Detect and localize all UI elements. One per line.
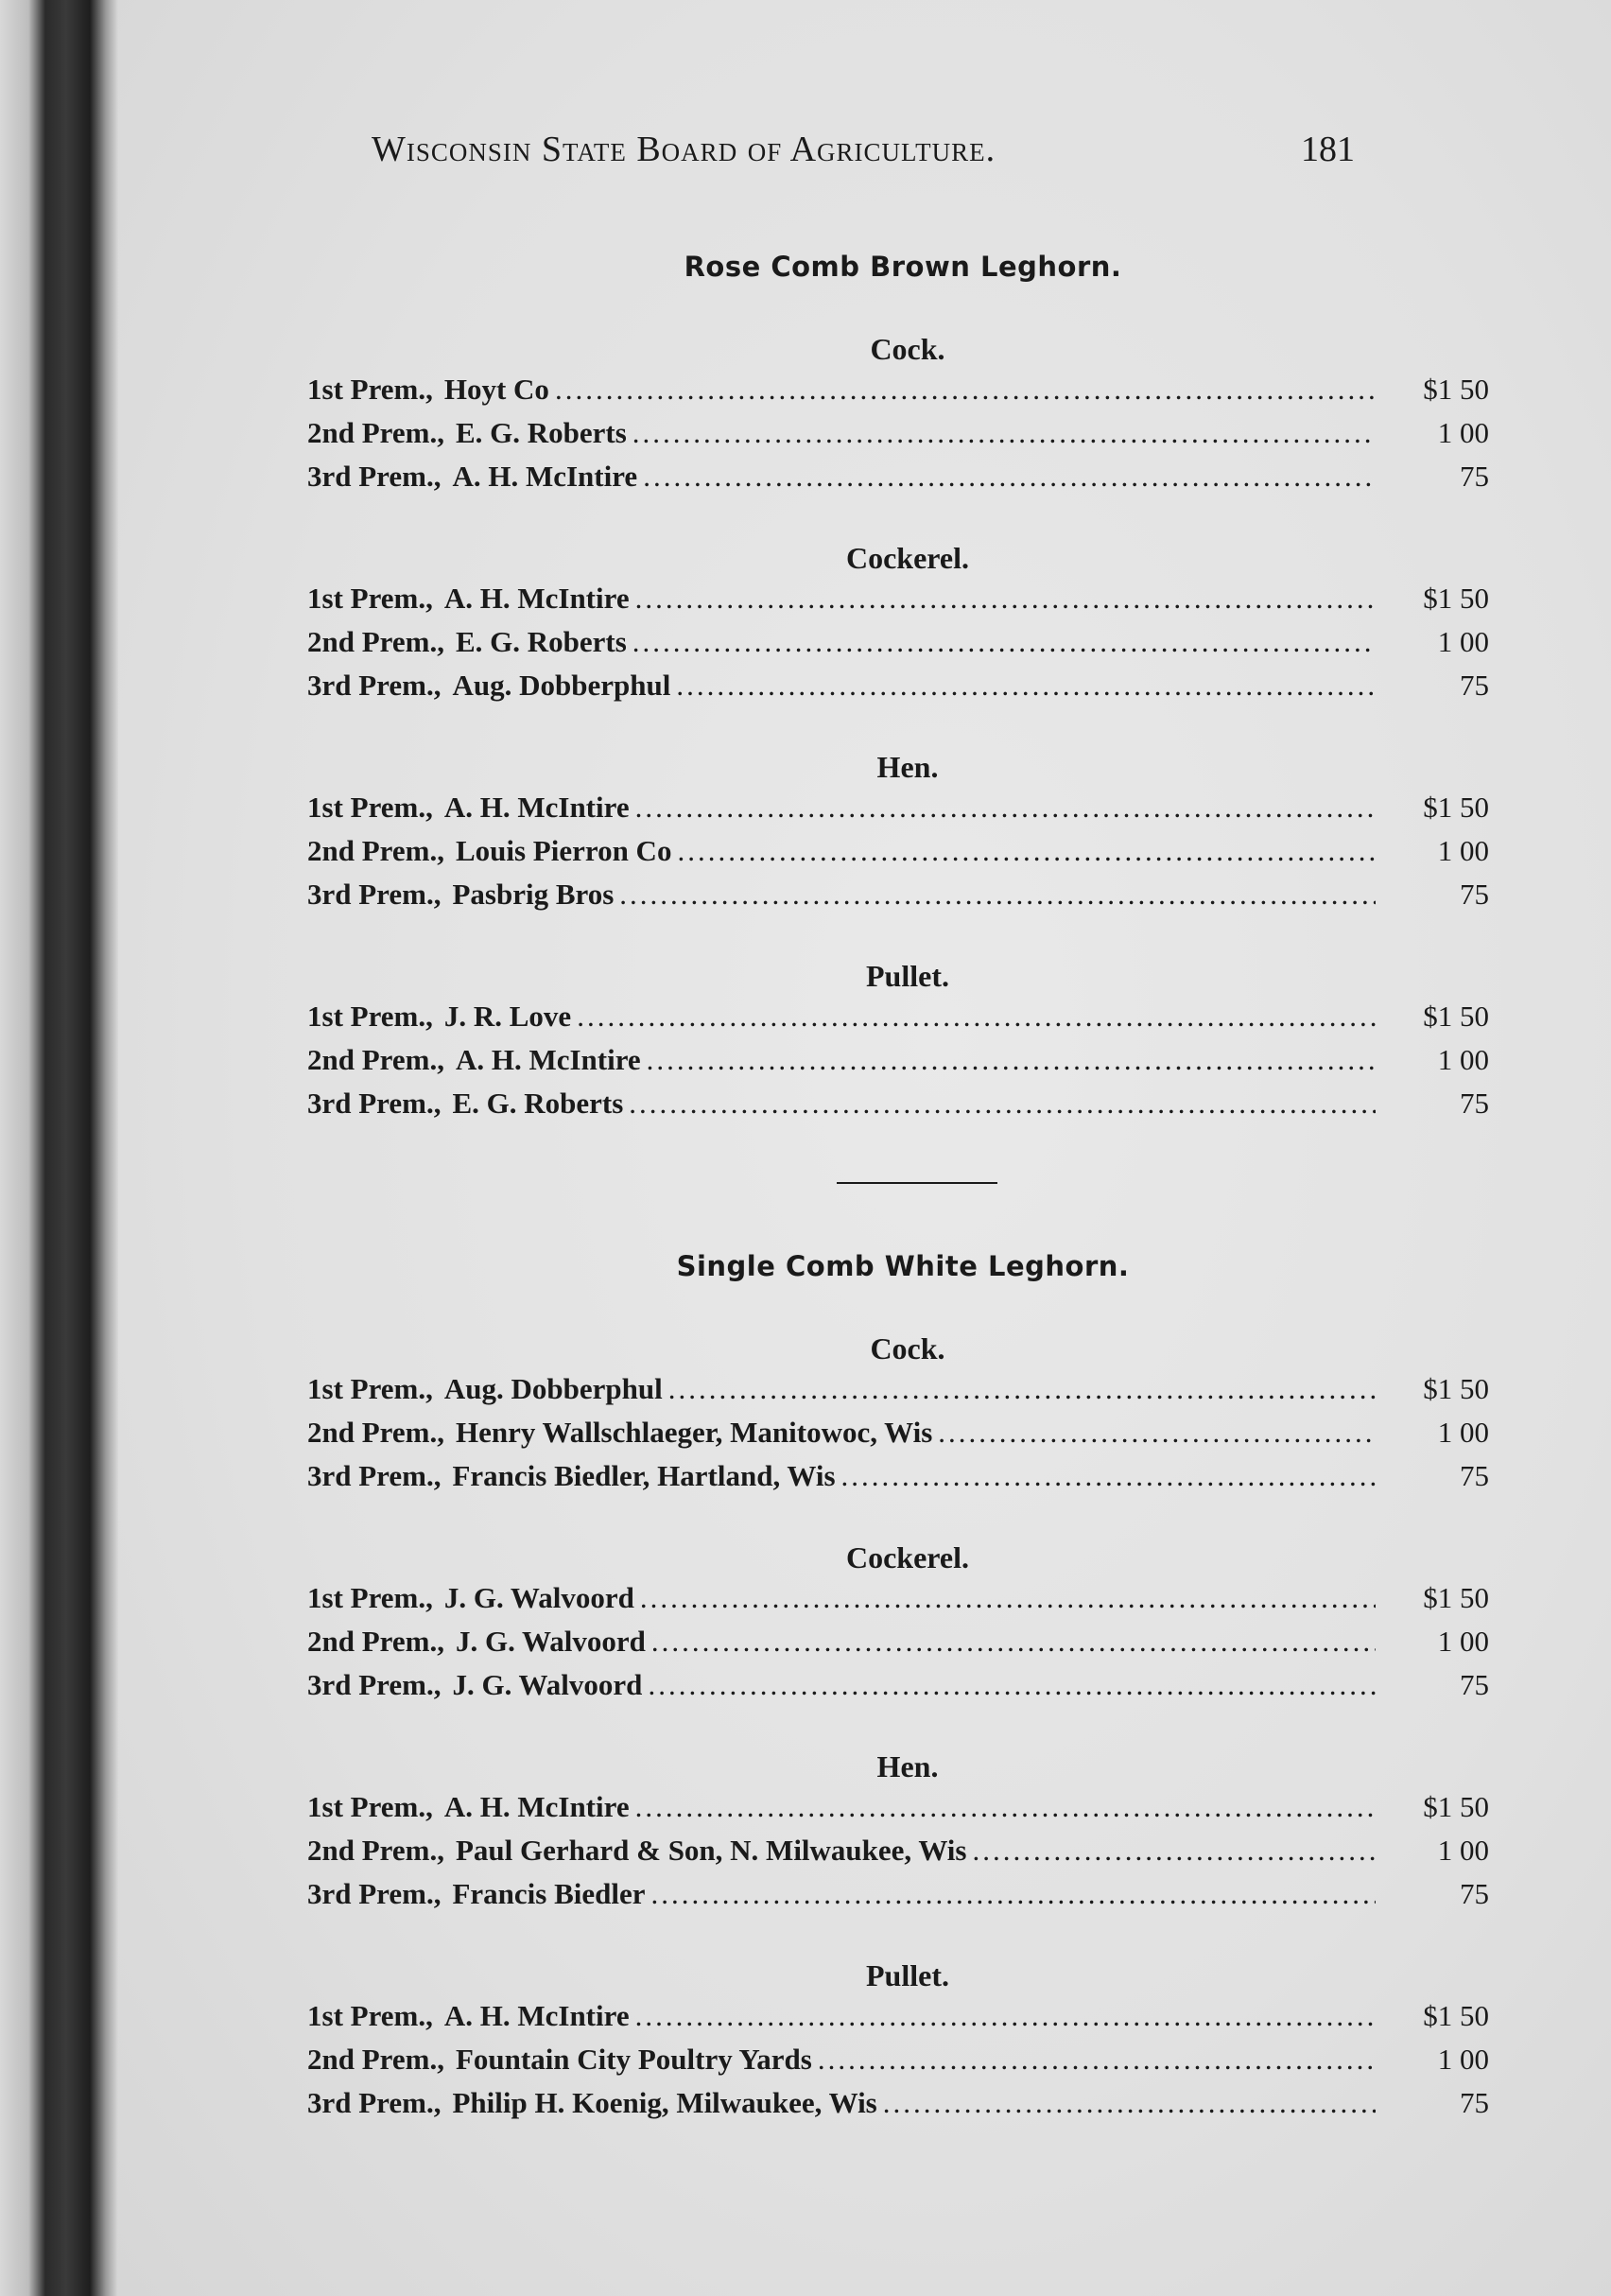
premium-place: 1st Prem., (307, 1000, 433, 1033)
class-block-cockerel (307, 1540, 1489, 1712)
premium-amount: $1 50 (1423, 1999, 1489, 2032)
premium-place: 2nd Prem., (307, 2043, 444, 2076)
dot-leader (676, 669, 1376, 703)
premium-row (307, 1668, 1489, 1712)
premium-winner: Pasbrig Bros (452, 878, 615, 911)
dot-leader (632, 625, 1376, 659)
premium-place: 3rd Prem., (307, 1087, 442, 1120)
premium-amount: $1 50 (1423, 582, 1489, 615)
dot-leader (973, 1834, 1377, 1868)
premium-place: 1st Prem., (307, 373, 433, 406)
page-number: 181 (1301, 130, 1355, 169)
book-binding-shadow (0, 0, 118, 2296)
section-divider (837, 1182, 997, 1184)
premium-row (307, 669, 1489, 712)
class-block-cockerel (307, 541, 1489, 712)
dot-leader (668, 1372, 1376, 1406)
dot-leader (555, 373, 1376, 407)
premium-winner: A. H. McIntire (443, 1999, 630, 2032)
premium-winner: Francis Biedler (452, 1877, 646, 1910)
premium-place: 3rd Prem., (307, 1877, 442, 1910)
premium-winner: Paul Gerhard & Son, N. Milwaukee, Wis (455, 1834, 967, 1867)
premium-row (307, 1581, 1489, 1625)
premium-winner: A. H. McIntire (443, 791, 630, 824)
class-title: Pullet. (866, 959, 949, 993)
premium-place: 2nd Prem., (307, 625, 444, 658)
book-page (118, 0, 1611, 2296)
premium-place: 1st Prem., (307, 1581, 433, 1614)
dot-leader (651, 1877, 1376, 1911)
premium-amount: $1 50 (1423, 791, 1489, 824)
premium-winner: Louis Pierron Co (455, 834, 672, 867)
premium-winner: Henry Wallschlaeger, Manitowoc, Wis (455, 1416, 933, 1449)
premium-winner: E. G. Roberts (455, 625, 627, 658)
class-title: Hen. (876, 1749, 939, 1783)
breed-section-rose-comb-brown-leghorn (307, 251, 1489, 1130)
premium-row (307, 582, 1489, 625)
dot-leader (640, 1581, 1376, 1615)
dot-leader (841, 1459, 1376, 1493)
premium-amount: $1 50 (1423, 1790, 1489, 1823)
dot-leader (651, 1625, 1376, 1659)
premium-place: 2nd Prem., (307, 1625, 444, 1658)
dot-leader (938, 1416, 1376, 1450)
premium-row (307, 1877, 1489, 1921)
premium-amount: $1 50 (1423, 1581, 1489, 1614)
premium-winner: Hoyt Co (443, 373, 549, 406)
premium-amount: 1 00 (1437, 416, 1489, 449)
class-title: Cockerel. (845, 541, 970, 575)
premium-row (307, 1999, 1489, 2043)
premium-winner: Fountain City Poultry Yards (455, 2043, 812, 2076)
premium-row (307, 1790, 1489, 1834)
premium-row (307, 1416, 1489, 1459)
premium-row (307, 2043, 1489, 2086)
premium-winner: A. H. McIntire (455, 1043, 641, 1076)
dot-leader (577, 1000, 1376, 1034)
premium-place: 3rd Prem., (307, 460, 442, 493)
class-block-pullet (307, 959, 1489, 1130)
premium-row (307, 1372, 1489, 1416)
dot-leader (643, 460, 1376, 494)
premium-amount: $1 50 (1423, 373, 1489, 406)
breed-title: Single Comb White Leghorn. (676, 1250, 1130, 1282)
premium-row (307, 1087, 1489, 1130)
premium-winner: Aug. Dobberphul (443, 1372, 663, 1405)
premium-place: 3rd Prem., (307, 1459, 442, 1492)
premium-row (307, 1459, 1489, 1503)
premium-winner: Aug. Dobberphul (452, 669, 671, 702)
premium-winner: J. G. Walvoord (455, 1625, 646, 1658)
dot-leader (635, 1790, 1376, 1824)
premium-winner: E. G. Roberts (455, 416, 627, 449)
class-block-pullet (307, 1958, 1489, 2130)
running-title: Wisconsin State Board of Agriculture. (372, 130, 996, 169)
class-title: Hen. (876, 750, 939, 784)
class-title: Cockerel. (845, 1540, 970, 1574)
premium-amount: $1 50 (1423, 1372, 1489, 1405)
premium-place: 3rd Prem., (307, 669, 442, 702)
premium-amount: 75 (1460, 2086, 1489, 2119)
class-title: Pullet. (866, 1958, 949, 1992)
premium-row (307, 1000, 1489, 1043)
breed-section-single-comb-white-leghorn (307, 1250, 1489, 2130)
premium-place: 3rd Prem., (307, 2086, 442, 2119)
premium-row (307, 878, 1489, 921)
breed-title: Rose Comb Brown Leghorn. (684, 251, 1122, 283)
premium-place: 2nd Prem., (307, 1043, 444, 1076)
premium-row (307, 373, 1489, 416)
dot-leader (647, 1043, 1376, 1077)
dot-leader (632, 416, 1376, 450)
class-block-hen (307, 750, 1489, 921)
premium-place: 2nd Prem., (307, 416, 444, 449)
premium-place: 1st Prem., (307, 582, 433, 615)
dot-leader (619, 878, 1376, 912)
dot-leader (883, 2086, 1376, 2120)
premium-row (307, 1834, 1489, 1877)
premium-place: 2nd Prem., (307, 834, 444, 867)
premium-amount: 75 (1460, 1087, 1489, 1120)
dot-leader (818, 2043, 1376, 2077)
premium-amount: $1 50 (1423, 1000, 1489, 1033)
premium-amount: 75 (1460, 460, 1489, 493)
premium-winner: A. H. McIntire (443, 582, 630, 615)
class-block-cock (307, 332, 1489, 503)
premium-winner: J. G. Walvoord (452, 1668, 643, 1701)
premium-place: 2nd Prem., (307, 1416, 444, 1449)
premium-row (307, 834, 1489, 878)
premium-row (307, 625, 1489, 669)
class-title: Cock. (870, 1331, 945, 1365)
premium-amount: 75 (1460, 1668, 1489, 1701)
class-title: Cock. (870, 332, 945, 366)
premium-winner: A. H. McIntire (452, 460, 638, 493)
premium-amount: 1 00 (1437, 1625, 1489, 1658)
dot-leader (648, 1668, 1376, 1702)
premium-place: 1st Prem., (307, 791, 433, 824)
premium-place: 3rd Prem., (307, 878, 442, 911)
premium-place: 1st Prem., (307, 1999, 433, 2032)
premium-winner: Philip H. Koenig, Milwaukee, Wis (452, 2086, 877, 2119)
premium-row (307, 1625, 1489, 1668)
premium-place: 1st Prem., (307, 1372, 433, 1405)
class-block-hen (307, 1749, 1489, 1921)
premium-amount: 75 (1460, 669, 1489, 702)
premium-row (307, 460, 1489, 503)
premium-row (307, 416, 1489, 460)
class-block-cock (307, 1331, 1489, 1503)
premium-place: 1st Prem., (307, 1790, 433, 1823)
premium-winner: Francis Biedler, Hartland, Wis (452, 1459, 836, 1492)
premium-listing (307, 251, 1489, 2167)
premium-amount: 75 (1460, 1877, 1489, 1910)
dot-leader (629, 1087, 1376, 1121)
premium-row (307, 1043, 1489, 1087)
premium-row (307, 2086, 1489, 2130)
premium-winner: J. R. Love (443, 1000, 572, 1033)
premium-amount: 1 00 (1437, 1834, 1489, 1867)
premium-winner: A. H. McIntire (443, 1790, 630, 1823)
premium-amount: 1 00 (1437, 1043, 1489, 1076)
premium-amount: 75 (1460, 1459, 1489, 1492)
premium-winner: E. G. Roberts (452, 1087, 624, 1120)
dot-leader (635, 791, 1376, 825)
premium-place: 2nd Prem., (307, 1834, 444, 1867)
premium-amount: 1 00 (1437, 2043, 1489, 2076)
dot-leader (635, 582, 1376, 616)
premium-amount: 75 (1460, 878, 1489, 911)
premium-amount: 1 00 (1437, 625, 1489, 658)
dot-leader (677, 834, 1376, 868)
premium-amount: 1 00 (1437, 834, 1489, 867)
premium-row (307, 791, 1489, 834)
premium-winner: J. G. Walvoord (443, 1581, 634, 1614)
premium-amount: 1 00 (1437, 1416, 1489, 1449)
running-head (372, 129, 1355, 185)
premium-place: 3rd Prem., (307, 1668, 442, 1701)
dot-leader (635, 1999, 1376, 2033)
